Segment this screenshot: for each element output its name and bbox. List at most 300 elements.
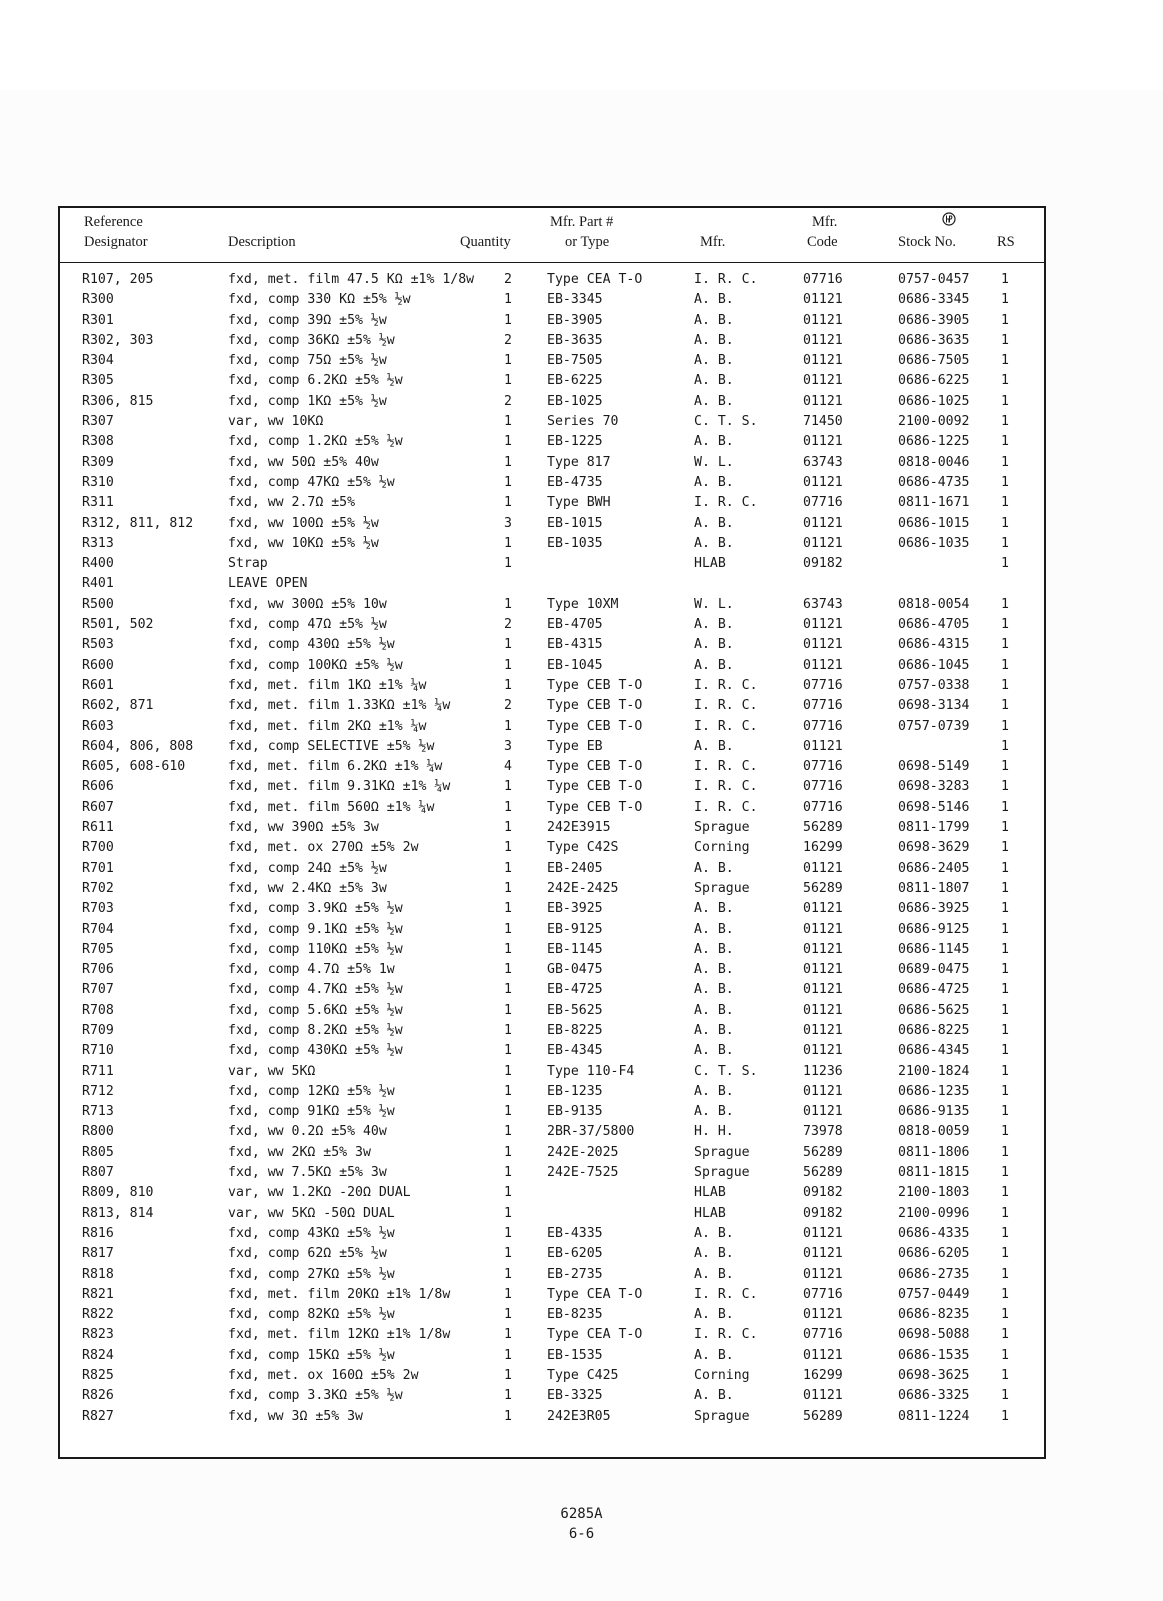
cell-mfr-code: 16299 — [803, 1368, 843, 1384]
hp-logo-icon — [942, 212, 956, 231]
cell-rs: 1 — [1001, 1124, 1009, 1140]
table-row — [60, 899, 1044, 919]
cell-manufacturer: A. B. — [694, 982, 734, 998]
cell-stock-number: 0686-7505 — [898, 353, 970, 369]
cell-mfr-code: 01121 — [803, 962, 843, 978]
cell-quantity: 1 — [504, 1307, 512, 1323]
cell-rs: 1 — [1001, 718, 1009, 734]
cell-stock-number: 0686-1045 — [898, 657, 970, 673]
cell-stock-number: 0698-3629 — [898, 840, 970, 856]
cell-manufacturer: A. B. — [694, 353, 734, 369]
cell-reference: R821 — [82, 1286, 114, 1302]
cell-quantity: 1 — [504, 1063, 512, 1079]
cell-rs: 1 — [1001, 901, 1009, 917]
cell-stock-number: 0686-3905 — [898, 312, 970, 328]
table-row — [60, 879, 1044, 899]
cell-stock-number: 0686-1235 — [898, 1083, 970, 1099]
cell-description: fxd, comp 15KΩ ±5% ½w — [228, 1347, 395, 1363]
header-quantity: Quantity — [460, 234, 511, 250]
cell-rs: 1 — [1001, 759, 1009, 775]
cell-part-number: Type CEB T-O — [547, 698, 643, 714]
cell-quantity: 1 — [504, 921, 512, 937]
cell-rs: 1 — [1001, 1083, 1009, 1099]
cell-rs: 1 — [1001, 637, 1009, 653]
cell-quantity: 1 — [504, 1043, 512, 1059]
cell-part-number: EB-4725 — [547, 982, 603, 998]
cell-description: fxd, comp 6.2KΩ ±5% ½w — [228, 373, 403, 389]
cell-description: fxd, comp 430Ω ±5% ½w — [228, 637, 395, 653]
cell-part-number: 242E-2425 — [547, 880, 619, 896]
cell-manufacturer: A. B. — [694, 434, 734, 450]
cell-rs: 1 — [1001, 799, 1009, 815]
cell-reference: R827 — [82, 1408, 114, 1424]
cell-manufacturer: A. B. — [694, 617, 734, 633]
cell-mfr-code: 07716 — [803, 799, 843, 815]
cell-description: fxd, met. film 47.5 KΩ ±1% 1/8w — [228, 272, 475, 287]
cell-description: fxd, ww 2.4KΩ ±5% 3w — [228, 880, 387, 896]
cell-stock-number: 0698-5146 — [898, 799, 970, 815]
cell-quantity: 1 — [504, 312, 512, 328]
cell-mfr-code: 01121 — [803, 373, 843, 389]
table-row — [60, 453, 1044, 473]
cell-rs: 1 — [1001, 373, 1009, 389]
cell-rs: 1 — [1001, 596, 1009, 612]
cell-mfr-code: 73978 — [803, 1124, 843, 1140]
cell-mfr-code: 01121 — [803, 921, 843, 937]
cell-mfr-code: 01121 — [803, 353, 843, 369]
cell-manufacturer: A. B. — [694, 474, 734, 490]
cell-part-number: 242E3R05 — [547, 1408, 611, 1424]
table-row — [60, 514, 1044, 534]
cell-stock-number: 0818-0046 — [898, 454, 970, 470]
cell-mfr-code: 01121 — [803, 617, 843, 633]
cell-manufacturer: A. B. — [694, 1022, 734, 1038]
table-row — [60, 615, 1044, 635]
table-row — [60, 777, 1044, 797]
cell-manufacturer: I. R. C. — [694, 698, 758, 714]
cell-quantity: 1 — [504, 779, 512, 795]
cell-reference: R310 — [82, 474, 114, 490]
table-row — [60, 920, 1044, 940]
cell-stock-number: 0686-3635 — [898, 332, 970, 348]
cell-quantity: 2 — [504, 272, 512, 287]
cell-reference: R300 — [82, 292, 114, 308]
cell-manufacturer: I. R. C. — [694, 799, 758, 815]
cell-quantity: 1 — [504, 1124, 512, 1140]
cell-reference: R602, 871 — [82, 698, 154, 714]
cell-rs: 1 — [1001, 1347, 1009, 1363]
table-row — [60, 818, 1044, 838]
cell-part-number: Type EB — [547, 738, 603, 754]
table-row — [60, 574, 1044, 594]
cell-rs: 1 — [1001, 1022, 1009, 1038]
cell-stock-number: 0686-1015 — [898, 515, 970, 531]
cell-reference: R816 — [82, 1225, 114, 1241]
cell-description: fxd, comp 36KΩ ±5% ½w — [228, 332, 395, 348]
cell-stock-number: 0686-3325 — [898, 1388, 970, 1404]
cell-part-number: EB-1045 — [547, 657, 603, 673]
cell-description: fxd, comp 47Ω ±5% ½w — [228, 617, 387, 633]
cell-manufacturer: A. B. — [694, 1266, 734, 1282]
cell-description: LEAVE OPEN — [228, 576, 308, 592]
cell-rs: 1 — [1001, 1063, 1009, 1079]
cell-quantity: 1 — [504, 677, 512, 693]
header-rs: RS — [997, 234, 1015, 250]
cell-mfr-code: 01121 — [803, 941, 843, 957]
cell-rs: 1 — [1001, 1266, 1009, 1282]
cell-manufacturer: Sprague — [694, 1165, 750, 1181]
cell-manufacturer: I. R. C. — [694, 495, 758, 511]
cell-reference: R313 — [82, 535, 114, 551]
cell-reference: R311 — [82, 495, 114, 511]
cell-part-number: EB-7505 — [547, 353, 603, 369]
cell-mfr-code: 56289 — [803, 1408, 843, 1424]
table-row — [60, 717, 1044, 737]
table-row — [60, 1204, 1044, 1224]
cell-quantity: 1 — [504, 1144, 512, 1160]
cell-description: fxd, comp 4.7Ω ±5% 1w — [228, 962, 395, 978]
cell-quantity: 1 — [504, 1165, 512, 1181]
cell-rs: 1 — [1001, 921, 1009, 937]
cell-part-number: EB-4315 — [547, 637, 603, 653]
cell-description: fxd, ww 7.5KΩ ±5% 3w — [228, 1165, 387, 1181]
cell-stock-number: 0686-6225 — [898, 373, 970, 389]
cell-part-number: EB-5625 — [547, 1002, 603, 1018]
cell-reference: R706 — [82, 962, 114, 978]
header-stock: Stock No. — [898, 234, 956, 250]
cell-mfr-code: 09182 — [803, 556, 843, 572]
cell-stock-number: 0686-8235 — [898, 1307, 970, 1323]
cell-rs: 1 — [1001, 292, 1009, 308]
table-row — [60, 798, 1044, 818]
table-row — [60, 838, 1044, 858]
cell-rs: 1 — [1001, 353, 1009, 369]
cell-mfr-code: 01121 — [803, 1083, 843, 1099]
cell-reference: R708 — [82, 1002, 114, 1018]
table-row — [60, 696, 1044, 716]
header-mfr: Mfr. — [700, 234, 726, 250]
cell-mfr-code: 07716 — [803, 1286, 843, 1302]
cell-reference: R501, 502 — [82, 617, 154, 633]
cell-rs: 1 — [1001, 1205, 1009, 1221]
cell-stock-number: 0811-1224 — [898, 1408, 970, 1424]
cell-reference: R703 — [82, 901, 114, 917]
cell-part-number: EB-4705 — [547, 617, 603, 633]
cell-mfr-code: 01121 — [803, 1307, 843, 1323]
cell-reference: R807 — [82, 1165, 114, 1181]
cell-quantity: 1 — [504, 596, 512, 612]
cell-stock-number: 0698-5149 — [898, 759, 970, 775]
cell-stock-number: 0686-4735 — [898, 474, 970, 490]
cell-reference: R809, 810 — [82, 1185, 154, 1201]
cell-mfr-code: 01121 — [803, 982, 843, 998]
cell-description: fxd, comp 1KΩ ±5% ½w — [228, 393, 387, 409]
cell-part-number: Type 10XM — [547, 596, 619, 612]
table-body — [60, 270, 1044, 1427]
cell-rs: 1 — [1001, 657, 1009, 673]
cell-quantity: 1 — [504, 1002, 512, 1018]
table-row — [60, 412, 1044, 432]
cell-manufacturer: I. R. C. — [694, 1286, 758, 1302]
cell-quantity: 1 — [504, 353, 512, 369]
cell-quantity: 1 — [504, 1388, 512, 1404]
cell-description: var, ww 1.2KΩ -20Ω DUAL — [228, 1185, 411, 1201]
cell-quantity: 1 — [504, 820, 512, 836]
cell-manufacturer: A. B. — [694, 738, 734, 754]
cell-stock-number: 0686-3925 — [898, 901, 970, 917]
cell-rs: 1 — [1001, 860, 1009, 876]
cell-mfr-code: 07716 — [803, 495, 843, 511]
cell-mfr-code: 56289 — [803, 820, 843, 836]
cell-mfr-code: 01121 — [803, 1388, 843, 1404]
cell-reference: R601 — [82, 677, 114, 693]
cell-mfr-code: 56289 — [803, 880, 843, 896]
cell-rs: 1 — [1001, 1185, 1009, 1201]
cell-quantity: 2 — [504, 393, 512, 409]
cell-reference: R312, 811, 812 — [82, 515, 194, 531]
cell-mfr-code: 01121 — [803, 1043, 843, 1059]
cell-manufacturer: A. B. — [694, 637, 734, 653]
cell-manufacturer: H. H. — [694, 1124, 734, 1140]
header-code-line1: Mfr. — [812, 214, 838, 230]
cell-stock-number: 0686-6205 — [898, 1246, 970, 1262]
table-row — [60, 371, 1044, 391]
cell-reference: R611 — [82, 820, 114, 836]
cell-stock-number: 0686-4315 — [898, 637, 970, 653]
cell-rs: 1 — [1001, 677, 1009, 693]
cell-part-number: EB-3925 — [547, 901, 603, 917]
cell-description: fxd, comp 39Ω ±5% ½w — [228, 312, 387, 328]
cell-reference: R705 — [82, 941, 114, 957]
cell-stock-number: 0757-0457 — [898, 272, 970, 287]
cell-manufacturer: Corning — [694, 1368, 750, 1384]
cell-rs: 1 — [1001, 1002, 1009, 1018]
cell-mfr-code: 01121 — [803, 1104, 843, 1120]
cell-description: fxd, met. film 1KΩ ±1% ¼w — [228, 677, 427, 693]
cell-manufacturer: I. R. C. — [694, 759, 758, 775]
cell-mfr-code: 01121 — [803, 515, 843, 531]
cell-mfr-code: 07716 — [803, 698, 843, 714]
cell-reference: R704 — [82, 921, 114, 937]
cell-mfr-code: 01121 — [803, 474, 843, 490]
cell-part-number: Type 110-F4 — [547, 1063, 635, 1079]
cell-description: fxd, comp 1.2KΩ ±5% ½w — [228, 434, 403, 450]
cell-reference: R604, 806, 808 — [82, 738, 194, 754]
cell-quantity: 2 — [504, 332, 512, 348]
cell-mfr-code: 01121 — [803, 1002, 843, 1018]
cell-stock-number: 2100-1803 — [898, 1185, 970, 1201]
cell-stock-number: 0818-0054 — [898, 596, 970, 612]
cell-part-number: EB-3345 — [547, 292, 603, 308]
cell-quantity: 1 — [504, 1408, 512, 1424]
cell-stock-number: 0698-5088 — [898, 1327, 970, 1343]
cell-rs: 1 — [1001, 1388, 1009, 1404]
cell-part-number: Type 817 — [547, 454, 611, 470]
cell-mfr-code: 01121 — [803, 901, 843, 917]
cell-reference: R107, 205 — [82, 272, 154, 287]
table-row — [60, 1062, 1044, 1082]
cell-part-number: EB-1015 — [547, 515, 603, 531]
cell-reference: R826 — [82, 1388, 114, 1404]
cell-stock-number: 0811-1815 — [898, 1165, 970, 1181]
cell-part-number: 242E3915 — [547, 820, 611, 836]
table-row — [60, 940, 1044, 960]
cell-quantity: 2 — [504, 617, 512, 633]
cell-reference: R304 — [82, 353, 114, 369]
cell-part-number: EB-4735 — [547, 474, 603, 490]
table-row — [60, 311, 1044, 331]
table-row — [60, 635, 1044, 655]
cell-rs: 1 — [1001, 515, 1009, 531]
cell-manufacturer: A. B. — [694, 393, 734, 409]
cell-description: fxd, comp 43KΩ ±5% ½w — [228, 1225, 395, 1241]
cell-stock-number: 2100-0092 — [898, 414, 970, 430]
cell-quantity: 3 — [504, 515, 512, 531]
cell-manufacturer: A. B. — [694, 657, 734, 673]
cell-manufacturer: A. B. — [694, 1043, 734, 1059]
table-row — [60, 1082, 1044, 1102]
cell-quantity: 1 — [504, 1185, 512, 1201]
cell-description: fxd, comp 8.2KΩ ±5% ½w — [228, 1022, 403, 1038]
cell-description: var, ww 5KΩ — [228, 1063, 316, 1079]
cell-description: fxd, met. film 20KΩ ±1% 1/8w — [228, 1286, 451, 1302]
cell-description: fxd, ww 390Ω ±5% 3w — [228, 820, 379, 836]
cell-manufacturer: A. B. — [694, 1225, 734, 1241]
cell-reference: R309 — [82, 454, 114, 470]
cell-stock-number: 0811-1806 — [898, 1144, 970, 1160]
cell-manufacturer: Sprague — [694, 820, 750, 836]
cell-mfr-code: 01121 — [803, 1246, 843, 1262]
cell-rs: 1 — [1001, 312, 1009, 328]
cell-reference: R701 — [82, 860, 114, 876]
cell-manufacturer: W. L. — [694, 454, 734, 470]
cell-rs: 1 — [1001, 962, 1009, 978]
cell-manufacturer: Sprague — [694, 1144, 750, 1160]
cell-reference: R713 — [82, 1104, 114, 1120]
cell-description: fxd, comp 62Ω ±5% ½w — [228, 1246, 387, 1262]
cell-stock-number: 0686-4725 — [898, 982, 970, 998]
cell-stock-number: 0818-0059 — [898, 1124, 970, 1140]
cell-description: fxd, comp 330 KΩ ±5% ½w — [228, 292, 411, 308]
cell-stock-number: 0686-1035 — [898, 535, 970, 551]
cell-description: fxd, comp 82KΩ ±5% ½w — [228, 1307, 395, 1323]
cell-part-number: Type CEB T-O — [547, 759, 643, 775]
cell-part-number: EB-1225 — [547, 434, 603, 450]
cell-part-number: EB-1535 — [547, 1347, 603, 1363]
cell-mfr-code: 01121 — [803, 738, 843, 754]
cell-description: fxd, comp 3.3KΩ ±5% ½w — [228, 1388, 403, 1404]
cell-rs: 1 — [1001, 617, 1009, 633]
cell-manufacturer: Sprague — [694, 1408, 750, 1424]
cell-description: fxd, met. ox 270Ω ±5% 2w — [228, 840, 419, 856]
cell-mfr-code: 01121 — [803, 393, 843, 409]
cell-reference: R823 — [82, 1327, 114, 1343]
cell-description: fxd, comp 47KΩ ±5% ½w — [228, 474, 395, 490]
table-row — [60, 1265, 1044, 1285]
cell-part-number: Type CEB T-O — [547, 677, 643, 693]
cell-mfr-code: 16299 — [803, 840, 843, 856]
cell-description: fxd, met. film 560Ω ±1% ¼w — [228, 799, 435, 815]
cell-manufacturer: A. B. — [694, 901, 734, 917]
cell-description: fxd, ww 300Ω ±5% 10w — [228, 596, 387, 612]
table-row — [60, 1102, 1044, 1122]
header-part-line1: Mfr. Part # — [550, 214, 614, 230]
cell-quantity: 1 — [504, 860, 512, 876]
cell-mfr-code: 07716 — [803, 272, 843, 287]
table-row — [60, 595, 1044, 615]
cell-quantity: 1 — [504, 535, 512, 551]
table-row — [60, 656, 1044, 676]
cell-stock-number: 0757-0449 — [898, 1286, 970, 1302]
table-row — [60, 270, 1044, 290]
table-row — [60, 1305, 1044, 1325]
cell-part-number: EB-8225 — [547, 1022, 603, 1038]
cell-reference: R603 — [82, 718, 114, 734]
cell-quantity: 1 — [504, 1083, 512, 1099]
cell-reference: R301 — [82, 312, 114, 328]
cell-rs: 1 — [1001, 779, 1009, 795]
cell-manufacturer: I. R. C. — [694, 677, 758, 693]
cell-reference: R305 — [82, 373, 114, 389]
cell-description: fxd, ww 2KΩ ±5% 3w — [228, 1144, 371, 1160]
table-row — [60, 1183, 1044, 1203]
cell-description: fxd, ww 3Ω ±5% 3w — [228, 1408, 363, 1424]
cell-mfr-code: 01121 — [803, 332, 843, 348]
cell-rs: 1 — [1001, 1104, 1009, 1120]
cell-reference: R500 — [82, 596, 114, 612]
cell-rs: 1 — [1001, 272, 1009, 287]
cell-description: Strap — [228, 556, 268, 572]
cell-rs: 1 — [1001, 1368, 1009, 1384]
cell-part-number: GB-0475 — [547, 962, 603, 978]
cell-stock-number: 0689-0475 — [898, 962, 970, 978]
cell-quantity: 1 — [504, 556, 512, 572]
cell-reference: R805 — [82, 1144, 114, 1160]
cell-description: fxd, comp 100KΩ ±5% ½w — [228, 657, 403, 673]
cell-part-number: EB-2405 — [547, 860, 603, 876]
cell-mfr-code: 11236 — [803, 1063, 843, 1079]
cell-manufacturer: HLAB — [694, 1205, 726, 1221]
cell-quantity: 1 — [504, 637, 512, 653]
cell-mfr-code: 09182 — [803, 1185, 843, 1201]
cell-reference: R711 — [82, 1063, 114, 1079]
cell-reference: R302, 303 — [82, 332, 154, 348]
cell-part-number: Series 70 — [547, 414, 619, 430]
cell-manufacturer: A. B. — [694, 962, 734, 978]
cell-rs: 1 — [1001, 1246, 1009, 1262]
table-row — [60, 980, 1044, 1000]
cell-part-number: Type CEB T-O — [547, 779, 643, 795]
cell-manufacturer: C. T. S. — [694, 1063, 758, 1079]
cell-rs: 1 — [1001, 495, 1009, 511]
cell-description: fxd, comp 5.6KΩ ±5% ½w — [228, 1002, 403, 1018]
table-header — [60, 208, 1044, 263]
cell-reference: R308 — [82, 434, 114, 450]
cell-description: fxd, comp 27KΩ ±5% ½w — [228, 1266, 395, 1282]
cell-mfr-code: 01121 — [803, 657, 843, 673]
cell-reference: R702 — [82, 880, 114, 896]
table-row — [60, 1386, 1044, 1406]
cell-stock-number: 0686-1225 — [898, 434, 970, 450]
cell-quantity: 1 — [504, 1368, 512, 1384]
cell-part-number: EB-4345 — [547, 1043, 603, 1059]
cell-mfr-code: 01121 — [803, 434, 843, 450]
cell-part-number: EB-1035 — [547, 535, 603, 551]
cell-description: fxd, ww 10KΩ ±5% ½w — [228, 535, 379, 551]
cell-mfr-code: 09182 — [803, 1205, 843, 1221]
cell-rs: 1 — [1001, 698, 1009, 714]
cell-quantity: 1 — [504, 901, 512, 917]
